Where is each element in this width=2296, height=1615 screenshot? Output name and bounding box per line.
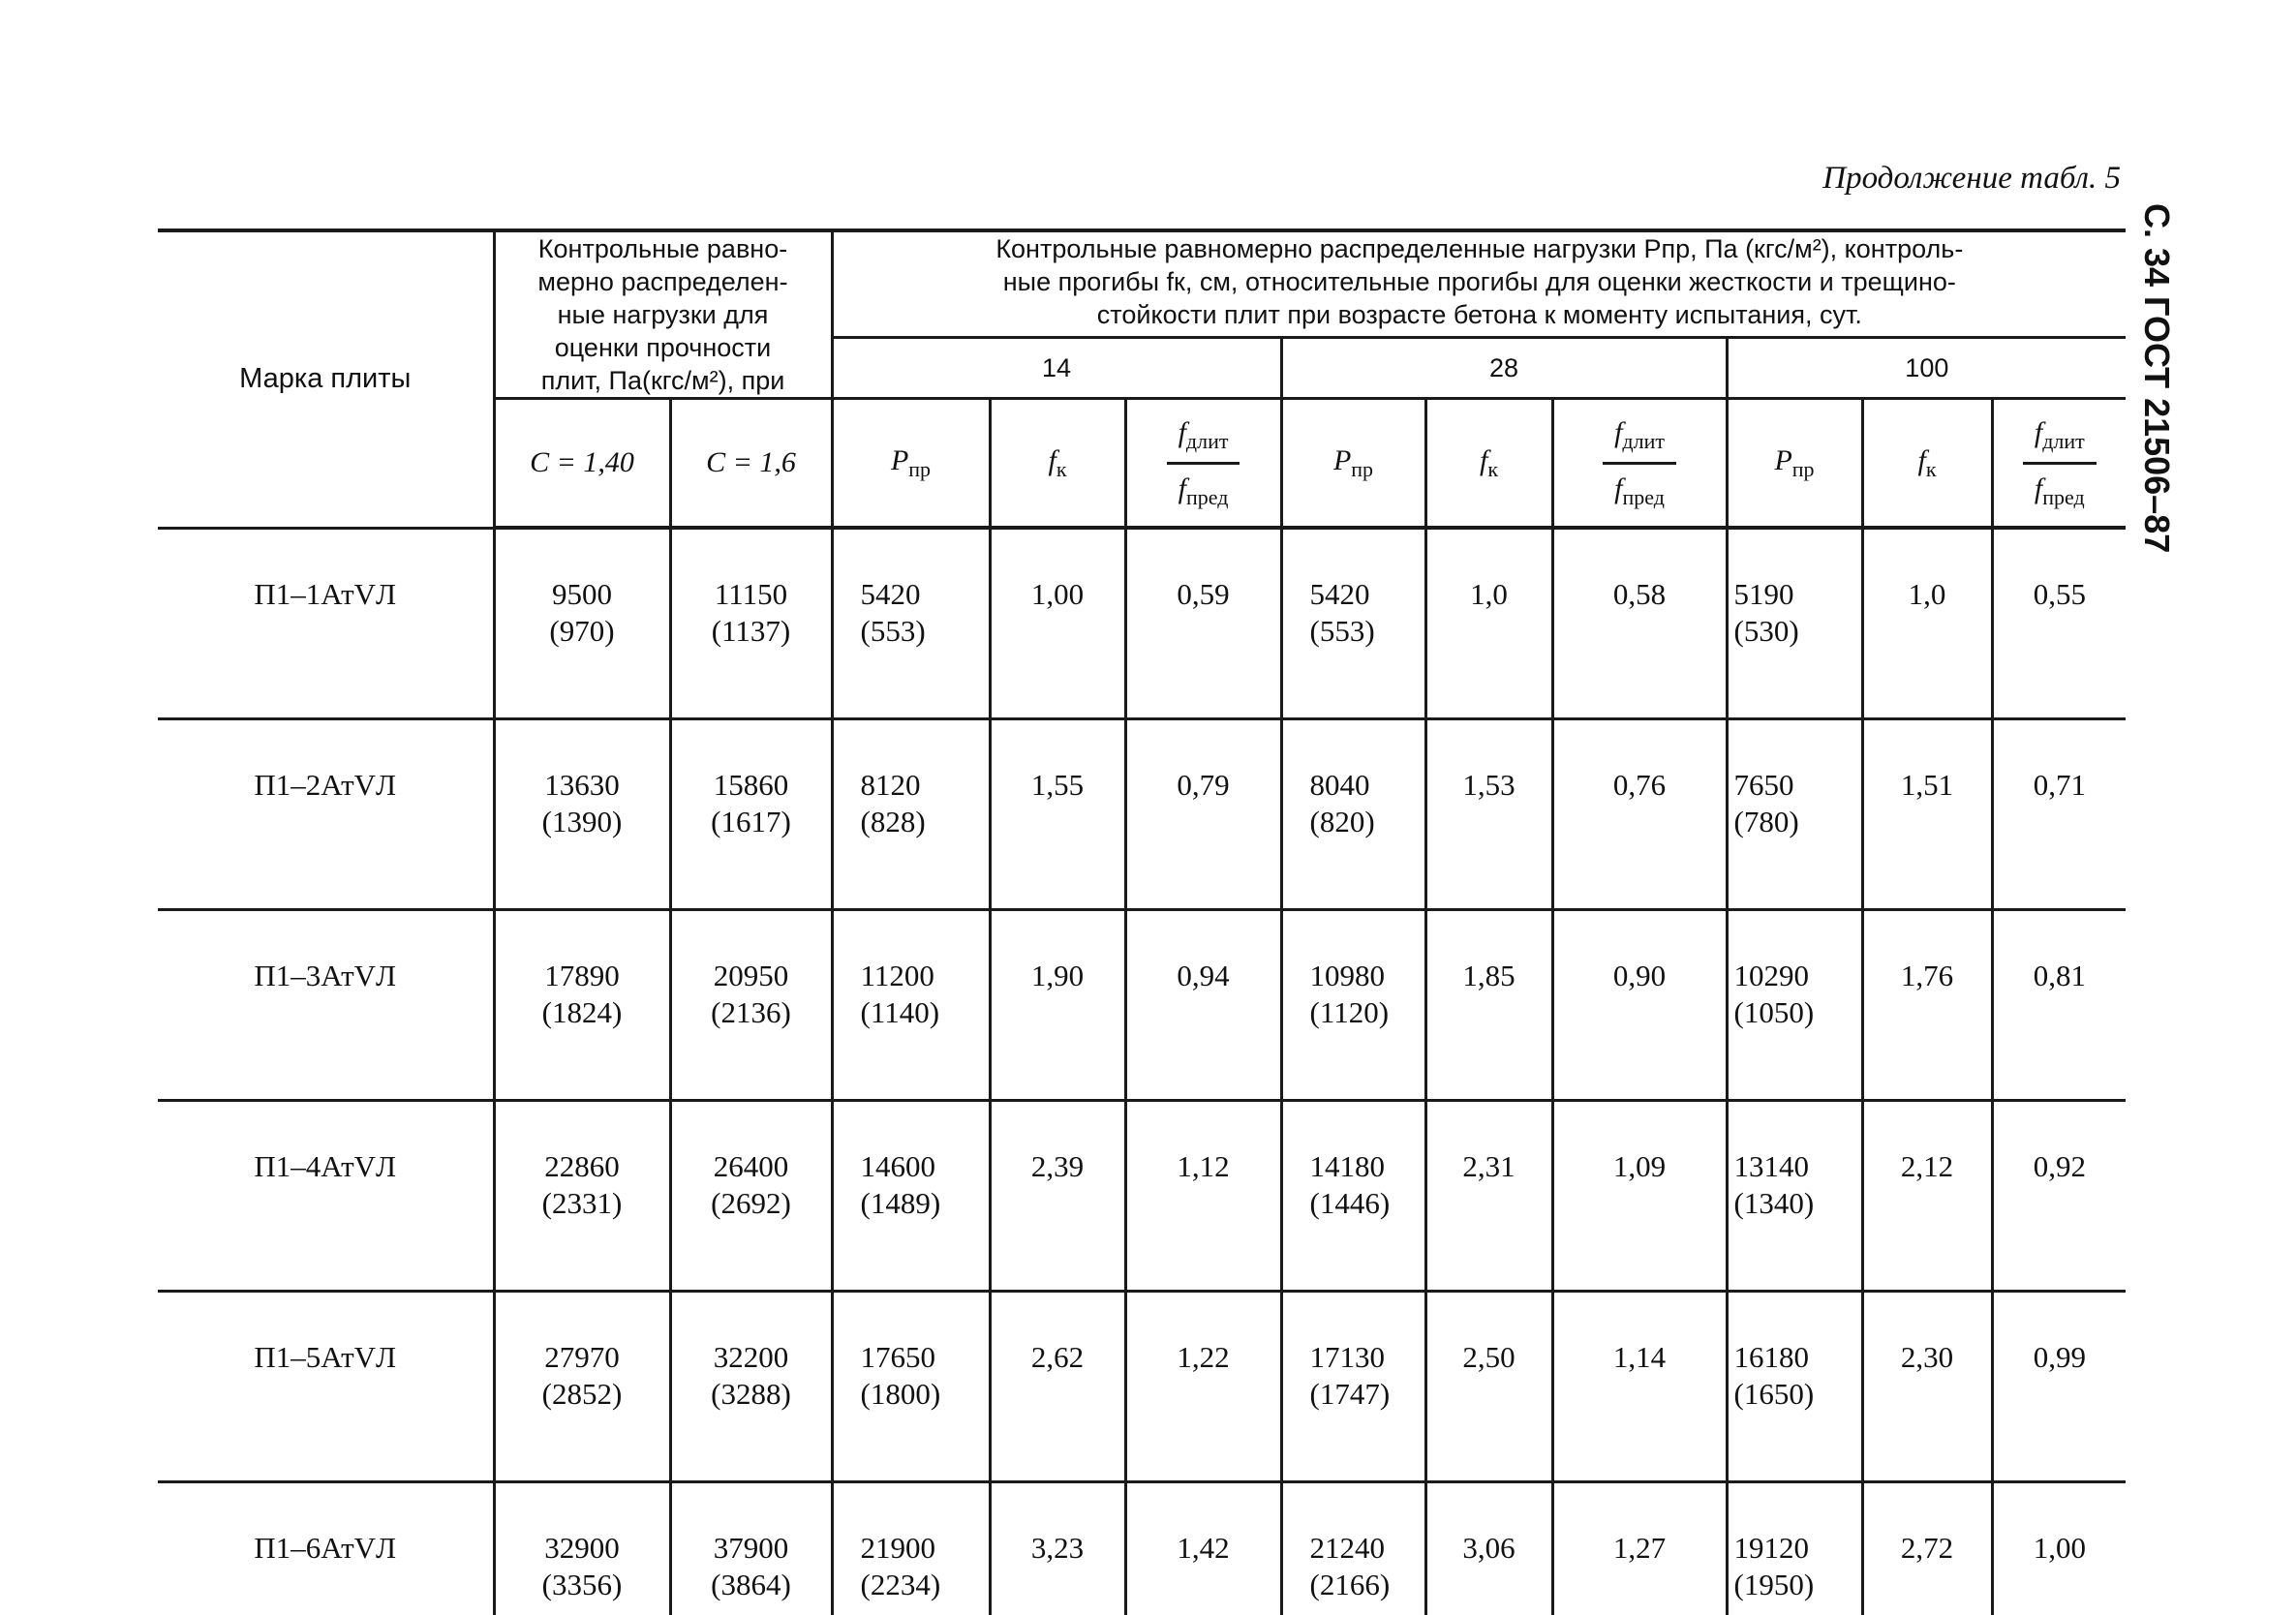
cell-p100: 16180 (1650)	[1727, 1292, 1862, 1482]
ratio-numerator: $f_{длит}$	[2023, 416, 2097, 465]
cell-ratio100: 0,55	[1992, 528, 2126, 719]
cell-fk14: 2,39	[990, 1101, 1125, 1292]
cell-mark: П1–2АтVЛ	[158, 719, 494, 910]
header-control-line: оценки прочности	[496, 331, 831, 364]
cell-ratio14: 1,42	[1125, 1482, 1281, 1615]
ratio-fraction	[2023, 416, 2097, 510]
f-symbol: f	[1480, 444, 1487, 476]
cell-ratio28: 0,76	[1552, 719, 1727, 910]
cell-p28: 14180 (1446)	[1281, 1101, 1425, 1292]
header-control-loads	[494, 230, 832, 399]
p-symbol: P	[1333, 444, 1351, 476]
table-row	[158, 719, 2126, 910]
cell-ratio100: 1,00	[1992, 1482, 2126, 1615]
p-symbol: P	[891, 444, 908, 476]
cell-fk14: 1,00	[990, 528, 1125, 719]
cell-ratio100: 0,71	[1992, 719, 2126, 910]
p-symbol: P	[1774, 444, 1791, 476]
cell-fk28: 2,50	[1425, 1292, 1552, 1482]
cell-fk28: 1,85	[1425, 910, 1552, 1101]
cell-ratio28: 0,90	[1552, 910, 1727, 1101]
cell-ratio14: 1,12	[1125, 1101, 1281, 1292]
cell-mark: П1–4АтVЛ	[158, 1101, 494, 1292]
cell-p28: 10980 (1120)	[1281, 910, 1425, 1101]
cell-ratio14: 0,59	[1125, 528, 1281, 719]
cell-p28: 5420 (553)	[1281, 528, 1425, 719]
cell-fk100: 1,0	[1862, 528, 1992, 719]
cell-fk100: 1,51	[1862, 719, 1992, 910]
header-c140: С = 1,40	[494, 399, 670, 529]
cell-fk14: 1,90	[990, 910, 1125, 1101]
p-subscript: пр	[1792, 457, 1815, 481]
header-control-line: ные нагрузки для	[496, 298, 831, 331]
cell-fk28: 1,53	[1425, 719, 1552, 910]
header-p-100	[1727, 399, 1862, 529]
cell-c16: 15860 (1617)	[670, 719, 832, 910]
cell-fk28: 3,06	[1425, 1482, 1552, 1615]
cell-p28: 8040 (820)	[1281, 719, 1425, 910]
p-subscript: пр	[1351, 457, 1373, 481]
header-ratio-28	[1552, 399, 1727, 529]
header-fk-100	[1862, 399, 1992, 529]
cell-c140: 9500 (970)	[494, 528, 670, 719]
cell-ratio28: 1,27	[1552, 1482, 1727, 1615]
header-fk-14	[990, 399, 1125, 529]
cell-mark: П1–3АтVЛ	[158, 910, 494, 1101]
cell-p100: 19120 (1950)	[1727, 1482, 1862, 1615]
page-side-label	[2127, 203, 2185, 552]
cell-fk100: 1,76	[1862, 910, 1992, 1101]
cell-p14: 17650 (1800)	[832, 1292, 990, 1482]
cell-mark: П1–6АтVЛ	[158, 1482, 494, 1615]
cell-ratio100: 0,99	[1992, 1292, 2126, 1482]
cell-ratio14: 0,79	[1125, 719, 1281, 910]
ratio-denominator: $f_{пред}$	[2023, 465, 2097, 510]
cell-c16: 11150 (1137)	[670, 528, 832, 719]
header-age-28: 28	[1281, 338, 1727, 399]
cell-c140: 17890 (1824)	[494, 910, 670, 1101]
cell-c140: 22860 (2331)	[494, 1101, 670, 1292]
load-table	[158, 229, 2126, 1615]
header-p-14	[832, 399, 990, 529]
cell-c140: 13630 (1390)	[494, 719, 670, 910]
table-row	[158, 910, 2126, 1101]
header-c16: С = 1,6	[670, 399, 832, 529]
cell-fk14: 2,62	[990, 1292, 1125, 1482]
cell-p14: 5420 (553)	[832, 528, 990, 719]
ratio-numerator: $f_{длит}$	[1603, 416, 1676, 465]
header-control-line: Контрольные равно-	[496, 232, 831, 265]
header-control-line: мерно распределен-	[496, 265, 831, 298]
fk-subscript: к	[1487, 457, 1498, 481]
ratio-fraction	[1167, 416, 1240, 510]
cell-p14: 21900 (2234)	[832, 1482, 990, 1615]
table-row	[158, 528, 2126, 719]
f-symbol: f	[1917, 444, 1925, 476]
cell-ratio28: 1,14	[1552, 1292, 1727, 1482]
header-fk-28	[1425, 399, 1552, 529]
cell-c16: 26400 (2692)	[670, 1101, 832, 1292]
header-loads-line: ные прогибы fк, см, относительные прогибы для оценки жесткости и трещино-	[834, 265, 2127, 298]
cell-fk14: 1,55	[990, 719, 1125, 910]
table-row	[158, 1482, 2126, 1615]
header-mark: Марка плиты	[158, 230, 494, 528]
cell-fk100: 2,30	[1862, 1292, 1992, 1482]
cell-fk14: 3,23	[990, 1482, 1125, 1615]
cell-p100: 10290 (1050)	[1727, 910, 1862, 1101]
cell-fk100: 2,72	[1862, 1482, 1992, 1615]
p-subscript: пр	[908, 457, 931, 481]
cell-c16: 20950 (2136)	[670, 910, 832, 1101]
header-loads-line: Контрольные равномерно распределенные нагрузки Pпр, Па (кгс/м²), контроль-	[834, 232, 2127, 265]
cell-p14: 8120 (828)	[832, 719, 990, 910]
cell-mark: П1–1АтVЛ	[158, 528, 494, 719]
cell-ratio14: 0,94	[1125, 910, 1281, 1101]
header-loads-line: стойкости плит при возрасте бетона к моменту испытания, сут.	[834, 298, 2127, 331]
cell-ratio14: 1,22	[1125, 1292, 1281, 1482]
cell-p28: 17130 (1747)	[1281, 1292, 1425, 1482]
table-row	[158, 1101, 2126, 1292]
fk-subscript: к	[1056, 457, 1067, 481]
ratio-numerator: $f_{длит}$	[1167, 416, 1240, 465]
f-symbol: f	[1048, 444, 1056, 476]
cell-p100: 7650 (780)	[1727, 719, 1862, 910]
header-ratio-100	[1992, 399, 2126, 529]
cell-fk28: 1,0	[1425, 528, 1552, 719]
ratio-denominator: $f_{пред}$	[1603, 465, 1676, 510]
cell-p28: 21240 (2166)	[1281, 1482, 1425, 1615]
cell-p14: 11200 (1140)	[832, 910, 990, 1101]
cell-p100: 13140 (1340)	[1727, 1101, 1862, 1292]
cell-fk100: 2,12	[1862, 1101, 1992, 1292]
table-caption: Продолжение табл. 5	[1695, 161, 2121, 197]
header-age-14: 14	[832, 338, 1281, 399]
header-ratio-14	[1125, 399, 1281, 529]
header-age-100: 100	[1727, 338, 2126, 399]
header-control-line: плит, Па(кгс/м²), при	[496, 364, 831, 397]
fk-subscript: к	[1926, 457, 1937, 481]
header-loads	[832, 230, 2126, 338]
cell-ratio100: 0,81	[1992, 910, 2126, 1101]
cell-c16: 37900 (3864)	[670, 1482, 832, 1615]
cell-fk28: 2,31	[1425, 1101, 1552, 1292]
ratio-fraction	[1603, 416, 1676, 510]
cell-p100: 5190 (530)	[1727, 528, 1862, 719]
cell-c16: 32200 (3288)	[670, 1292, 832, 1482]
standard-reference: С. 34 ГОСТ 21506–87	[2136, 203, 2177, 553]
cell-ratio28: 1,09	[1552, 1101, 1727, 1292]
cell-ratio100: 0,92	[1992, 1101, 2126, 1292]
header-p-28	[1281, 399, 1425, 529]
cell-mark: П1–5АтVЛ	[158, 1292, 494, 1482]
ratio-denominator: $f_{пред}$	[1167, 465, 1240, 510]
table-row	[158, 1292, 2126, 1482]
cell-c140: 32900 (3356)	[494, 1482, 670, 1615]
cell-c140: 27970 (2852)	[494, 1292, 670, 1482]
cell-p14: 14600 (1489)	[832, 1101, 990, 1292]
cell-ratio28: 0,58	[1552, 528, 1727, 719]
